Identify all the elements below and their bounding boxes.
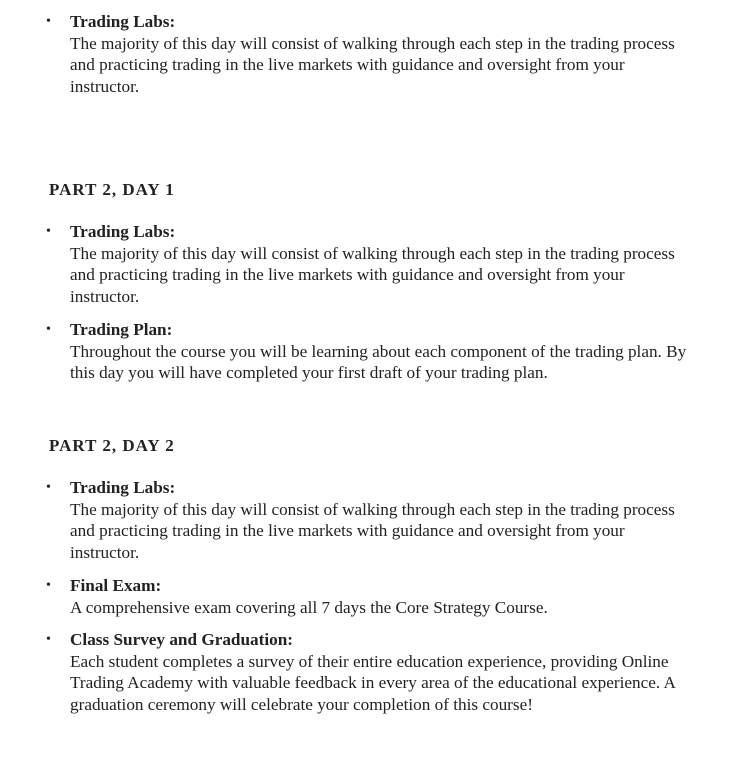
list-item [46,221,690,307]
list-item [46,477,690,563]
list-item [46,575,690,618]
list-item [46,629,690,715]
item-body: Throughout the course you will be learning about each component of the trading plan. By this day you will have completed your first draft of your trading plan. [70,341,687,383]
item-body: The majority of this day will consist of walking through each step in the trading process and practicing trading in the live markets with guidance and oversight from your instructor. [70,243,675,306]
section-heading: PART 2, DAY 2 [49,436,175,455]
item-body: Each student completes a survey of their entire education experience, providing Online Trading Academy with valuable feedback in every area of the educational experience. A graduation ceremony will celebrate your completion of this course! [70,651,675,714]
item-title: Trading Labs: [70,12,176,31]
bullet-icon: • [46,578,51,593]
list-item [46,11,690,97]
bullet-icon: • [46,480,51,495]
section-heading: PART 2, DAY 1 [49,180,175,199]
item-title: Trading Plan: [70,320,173,339]
item-title: Class Survey and Graduation: [70,630,294,649]
bullet-icon: • [46,632,51,647]
item-body: A comprehensive exam covering all 7 days the Core Strategy Course. [70,597,548,617]
item-title: Final Exam: [70,576,162,595]
item-title: Trading Labs: [70,478,176,497]
item-body: The majority of this day will consist of walking through each step in the trading process and practicing trading in the live markets with guidance and oversight from your instructor. [70,499,675,562]
bullet-icon: • [46,322,51,337]
bullet-icon: • [46,224,51,239]
item-body: The majority of this day will consist of walking through each step in the trading process and practicing trading in the live markets with guidance and oversight from your instructor. [70,33,675,96]
item-title: Trading Labs: [70,222,176,241]
list-item [46,319,690,384]
bullet-icon: • [46,14,51,29]
